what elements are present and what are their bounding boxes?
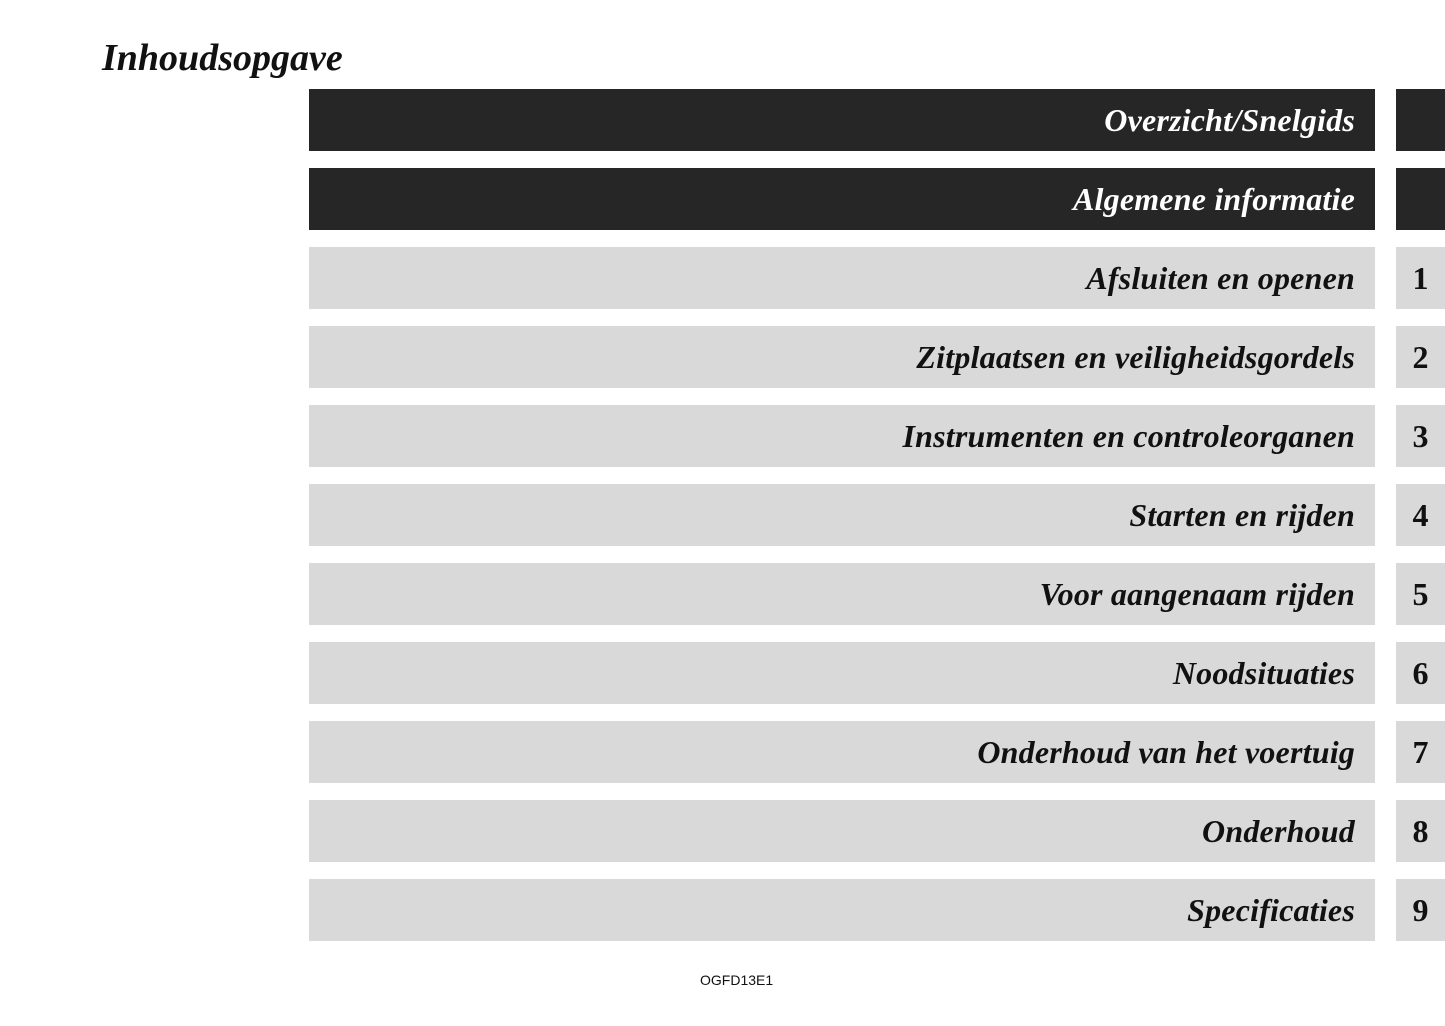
toc-label: Onderhoud van het voertuig [977,733,1355,770]
toc-link-specificaties[interactable] [309,879,1375,941]
toc-tab-overzicht-snelgids[interactable] [1396,89,1445,151]
toc-number: 4 [1412,496,1429,533]
toc-row-onderhoud-voertuig [309,721,1445,783]
toc-row-algemene-informatie [309,168,1445,230]
toc-number: 7 [1412,733,1429,770]
toc-row-voor-aangenaam-rijden [309,563,1445,625]
toc-tab-algemene-informatie[interactable] [1396,168,1445,230]
toc-label: Algemene informatie [1072,180,1355,217]
toc-link-noodsituaties[interactable] [309,642,1375,704]
toc-row-starten-en-rijden [309,484,1445,546]
toc-label: Noodsituaties [1172,654,1355,691]
toc-number: 3 [1412,417,1429,454]
toc-link-algemene-informatie[interactable] [309,168,1375,230]
toc-link-voor-aangenaam-rijden[interactable] [309,563,1375,625]
toc-label: Zitplaatsen en veiligheidsgordels [916,338,1355,375]
toc-tab-8[interactable] [1396,800,1445,862]
toc-row-noodsituaties [309,642,1445,704]
toc-number: 6 [1412,654,1429,691]
toc-tab-5[interactable] [1396,563,1445,625]
toc-row-overzicht-snelgids [309,89,1445,151]
toc-number: 8 [1412,812,1429,849]
toc-tab-9[interactable] [1396,879,1445,941]
toc-tab-4[interactable] [1396,484,1445,546]
toc-label: Starten en rijden [1129,496,1355,533]
toc-label: Voor aangenaam rijden [1039,575,1355,612]
toc-row-specificaties [309,879,1445,941]
toc-label: Specificaties [1187,891,1355,928]
toc-tab-7[interactable] [1396,721,1445,783]
toc-row-afsluiten-en-openen [309,247,1445,309]
toc-link-onderhoud-voertuig[interactable] [309,721,1375,783]
toc-link-zitplaatsen[interactable] [309,326,1375,388]
toc-tab-6[interactable] [1396,642,1445,704]
toc-link-instrumenten[interactable] [309,405,1375,467]
page-title: Inhoudsopgave [102,37,343,79]
toc-number: 9 [1412,891,1429,928]
toc-row-zitplaatsen [309,326,1445,388]
toc-row-instrumenten [309,405,1445,467]
toc-tab-3[interactable] [1396,405,1445,467]
toc-label: Onderhoud [1202,812,1355,849]
toc-link-onderhoud[interactable] [309,800,1375,862]
toc-row-onderhoud [309,800,1445,862]
document-code: OGFD13E1 [700,972,774,988]
table-of-contents [309,89,1445,958]
toc-number: 5 [1412,575,1429,612]
toc-link-afsluiten-en-openen[interactable] [309,247,1375,309]
toc-label: Instrumenten en controleorganen [902,417,1355,454]
toc-label: Overzicht/Snelgids [1104,101,1355,138]
toc-number: 2 [1412,338,1429,375]
toc-tab-1[interactable] [1396,247,1445,309]
toc-number: 1 [1412,259,1429,296]
toc-link-overzicht-snelgids[interactable] [309,89,1375,151]
toc-label: Afsluiten en openen [1086,259,1355,296]
toc-tab-2[interactable] [1396,326,1445,388]
toc-link-starten-en-rijden[interactable] [309,484,1375,546]
